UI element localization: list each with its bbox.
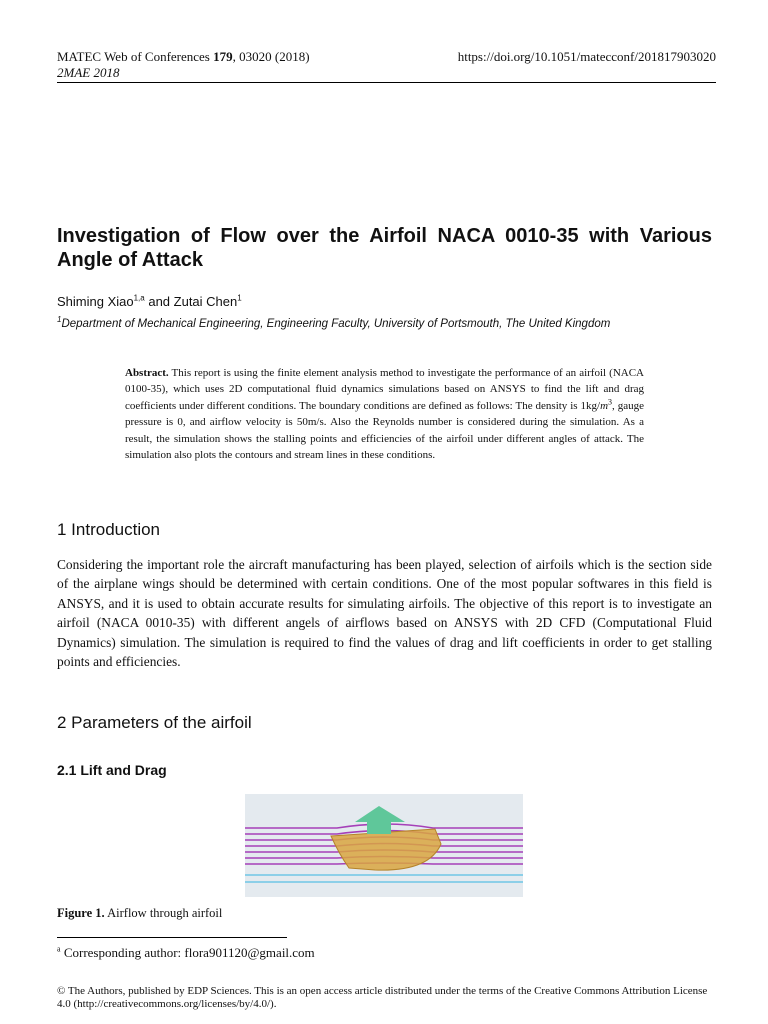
doi-link[interactable]: https://doi.org/10.1051/matecconf/201817903020 [457, 49, 716, 64]
paper-title: Investigation of Flow over the Airfoil NACA 0010-35 with Various Angle of Attack [57, 225, 712, 271]
figure-label: Figure 1. [57, 906, 105, 920]
author-sup: 1 [237, 293, 242, 303]
abstract [125, 365, 644, 463]
author-name: Shiming Xiao [57, 294, 134, 309]
abstract-label: Abstract. [125, 367, 169, 379]
footnote [57, 945, 315, 961]
abstract-text: This report is using the finite element analysis method to investigate the performance of an airfoil (NACA 0100-35), which uses 2D computational fluid dynamics simulations based on ANSYS to find the lift and drag coefficients under different conditions. The boundary conditions are defined as follows: The density is 1kg/ [125, 367, 644, 412]
section-heading-parameters: 2 Parameters of the airfoil [57, 713, 252, 732]
section-heading-introduction: 1 Introduction [57, 520, 161, 539]
footnote-text: Corresponding author: flora901120@gmail.com [60, 945, 315, 960]
license-statement: © The Authors, published by EDP Sciences. This is an open access article distributed under the terms of the Creative Commons Attribution License 4.0 (http://creativecommons.org/licenses/by/4.0/). [57, 985, 708, 1010]
affiliation-text: Department of Mechanical Engineering, Engineering Faculty, University of Portsmouth, The United Kingdom [61, 318, 611, 330]
introduction-paragraph: Considering the important role the aircraft manufacturing has been played, selection of airfoils which is the section side of the airplane wings should be determined with certain conditions. One of the most popular softwares in this field is ANSYS, and it is used to obtain accurate results for simulating airfoils. The objective of this report is to investigate an airfoil (NACA 0010-35) with different angels of airflows based on ANSYS with 2D CFD (Computational Fluid Dynamics) simulation. The simulation is required to find the values of drag and lift coefficients in order to get stalling points and efficiencies. [57, 557, 712, 670]
figure-caption [57, 906, 222, 921]
journal-citation [57, 49, 310, 64]
author-line [57, 294, 242, 309]
abstract-unit: m [600, 399, 609, 412]
conference-name: 2MAE 2018 [57, 65, 120, 80]
figure-caption-text: Airflow through airfoil [104, 906, 223, 920]
abstract-text: , gauge pressure is 0, and airflow velocity is 50m/s. Also the Reynolds number is considered during the simulation. As a result, the simulation shows the stalling points and efficiencies of the airfoil under different angles of attack. The simulation also plots the contours and stream lines in these conditions. [125, 399, 645, 462]
journal-suffix: , 03020 (2018) [232, 49, 310, 64]
author-sup: 1,a [133, 293, 145, 303]
subsection-heading-lift-drag: 2.1 Lift and Drag [57, 762, 167, 778]
footnote-rule [57, 937, 287, 938]
affiliation-sup: 1 [57, 315, 62, 325]
header-rule [57, 82, 716, 83]
abstract-unit-exp: 3 [608, 397, 613, 407]
author-name: and Zutai Chen [144, 294, 238, 309]
footnote-sup: a [57, 944, 61, 954]
journal-prefix: MATEC Web of Conferences [57, 49, 214, 64]
airflow-figure [245, 794, 523, 897]
journal-volume: 179 [213, 49, 233, 64]
affiliation [57, 315, 611, 330]
